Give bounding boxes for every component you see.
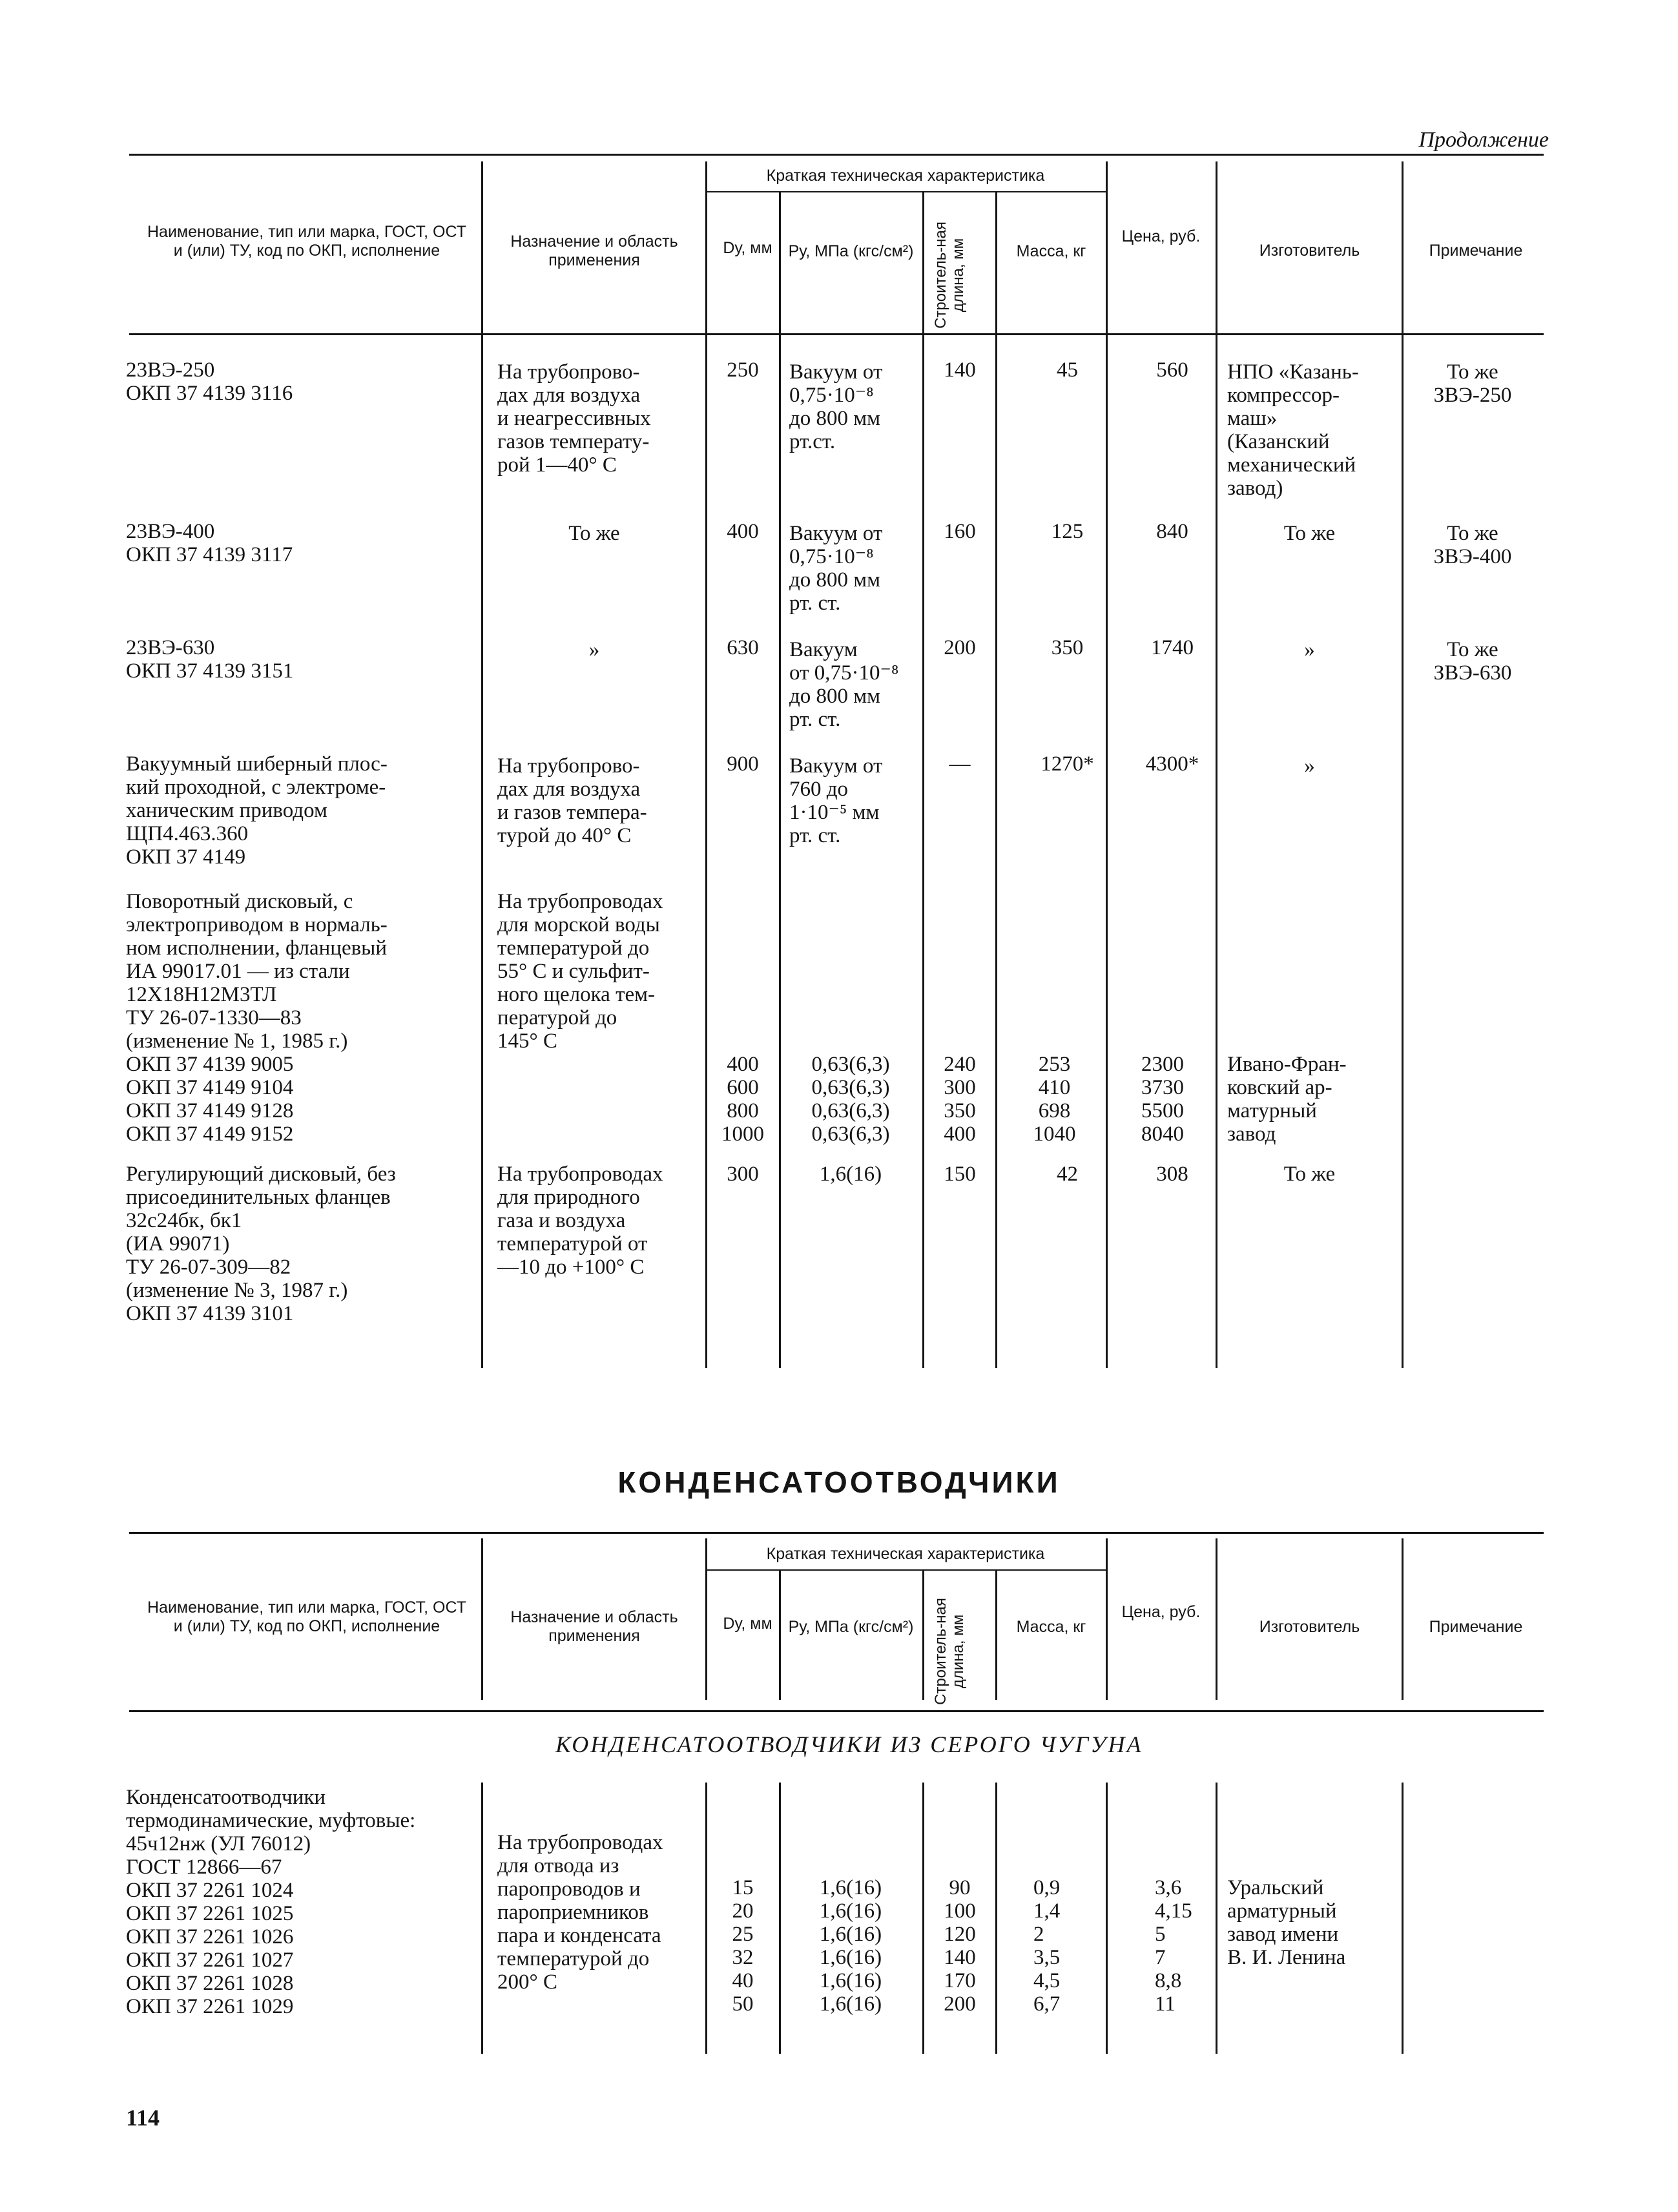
row6-py: 1,6(16) <box>819 1163 882 1186</box>
t2-header-py: Pу, МПа (кгс/см²) <box>788 1618 914 1636</box>
row2-py: Вакуум от 0,75·10⁻⁸ до 800 мм рт. ст. <box>789 522 883 615</box>
row1-py: Вакуум от 0,75·10⁻⁸ до 800 мм рт.ст. <box>789 360 883 453</box>
row4-mass: 1270* <box>1041 752 1094 776</box>
t2-header-note: Примечание <box>1429 1618 1523 1636</box>
row5-py: 0,63(6,3) 0,63(6,3) 0,63(6,3) 0,63(6,3) <box>811 1053 890 1146</box>
row3-maker: » <box>1304 638 1315 661</box>
header-purpose: Назначение и область применения <box>510 233 678 269</box>
subsection-title: КОНДЕНСАТООТВОДЧИКИ ИЗ СЕРОГО ЧУГУНА <box>555 1731 1143 1757</box>
header-mass: Масса, кг <box>1016 242 1086 260</box>
row2-name: 23ВЭ-400 ОКП 37 4139 3117 <box>126 520 293 566</box>
header-maker: Изготовитель <box>1259 242 1360 260</box>
row6-maker: То же <box>1283 1163 1336 1186</box>
row1-mass: 45 <box>1057 358 1078 382</box>
row4-len: — <box>949 752 971 776</box>
row5-purpose: На трубопроводах для морской воды температурой до 55° С и сульфит- ного щелока тем- пературой до 145° С <box>497 890 663 1053</box>
t2-py: 1,6(16) 1,6(16) 1,6(16) 1,6(16) 1,6(16) 1,6(16) <box>819 1876 882 2016</box>
row5-dy: 400 600 800 1000 <box>721 1053 764 1146</box>
row2-price: 840 <box>1156 520 1188 543</box>
row6-dy: 300 <box>727 1163 759 1186</box>
t2-dy: 15 20 25 32 40 50 <box>732 1876 754 2016</box>
t2-header-tech: Краткая техническая характеристика <box>766 1545 1045 1563</box>
t2-header-length: Строитель-ная длина, мм <box>932 1598 967 1705</box>
t2-name: Конденсатоотводчики термодинамические, муфтовые: 45ч12нж (УЛ 76012) ГОСТ 12866—67 ОКП 37 2261 1024 ОКП 37 2261 1025 ОКП 37 2261 1026 ОКП 37 2261 1027 ОКП 37 2261 1028 ОКП 37 2261 1029 <box>126 1786 416 2018</box>
row2-maker: То же <box>1283 522 1336 545</box>
row1-note: То же ЗВЭ-250 <box>1433 360 1512 407</box>
header-length: Строитель-ная длина, мм <box>932 222 967 329</box>
header-py: Pу, МПа (кгс/см²) <box>788 242 914 260</box>
row2-note: То же ЗВЭ-400 <box>1433 522 1512 568</box>
t2-header-maker: Изготовитель <box>1259 1618 1360 1636</box>
t2-header-purpose: Назначение и область применения <box>510 1608 678 1645</box>
row5-maker: Ивано-Фран- ковский ар- матурный завод <box>1227 1053 1347 1146</box>
row4-py: Вакуум от 760 до 1·10⁻⁵ мм рт. ст. <box>789 754 883 847</box>
row6-mass: 42 <box>1057 1163 1078 1186</box>
row4-name: Вакуумный шиберный плос- кий проходной, с электроме- ханическим приводом ЩП4.463.360 ОКП 37 4149 <box>126 752 388 869</box>
row6-len: 150 <box>944 1163 976 1186</box>
row2-purpose: То же <box>568 522 620 545</box>
header-price: Цена, руб. <box>1121 227 1201 245</box>
header-note: Примечание <box>1429 242 1523 260</box>
row1-purpose: На трубопрово- дах для воздуха и неагрессивных газов температу- рой 1—40° С <box>497 360 651 477</box>
row3-purpose: » <box>588 638 600 661</box>
row3-note: То же ЗВЭ-630 <box>1433 638 1512 685</box>
row2-dy: 400 <box>727 520 759 543</box>
row4-purpose: На трубопрово- дах для воздуха и газов темпера- турой до 40° С <box>497 754 647 847</box>
row1-len: 140 <box>944 358 976 382</box>
row3-price: 1740 <box>1151 636 1194 659</box>
row3-dy: 630 <box>727 636 759 659</box>
header-dy: Dу, мм <box>723 239 772 257</box>
page-number: 114 <box>126 2105 160 2131</box>
t2-price: 3,6 4,15 5 7 8,8 11 <box>1155 1876 1192 2016</box>
header-tech: Краткая техническая характеристика <box>766 167 1045 185</box>
row3-len: 200 <box>944 636 976 659</box>
row6-price: 308 <box>1156 1163 1188 1186</box>
row1-dy: 250 <box>727 358 759 382</box>
row3-mass: 350 <box>1051 636 1084 659</box>
row2-len: 160 <box>944 520 976 543</box>
row5-name: Поворотный дисковый, с электроприводом в нормаль- ном исполнении, фланцевый ИА 99017.01 — из стали 12Х18Н12М3ТЛ ТУ 26-07-1330—83 (изменение № 1, 1985 г.) ОКП 37 4139 9005 ОКП 37 4149 9104 ОКП 37 4149 9128 ОКП 37 4149 9152 <box>126 890 388 1146</box>
t2-header-price: Цена, руб. <box>1121 1603 1201 1621</box>
t2-purpose: На трубопроводах для отвода из паропроводов и пароприемников пара и конденсата температурой до 200° С <box>497 1831 663 1994</box>
row2-mass: 125 <box>1051 520 1084 543</box>
row6-name: Регулирующий дисковый, без присоединительных фланцев 32с24бк, бк1 (ИА 99071) ТУ 26-07-309—82 (изменение № 3, 1987 г.) ОКП 37 4139 3101 <box>126 1163 396 1325</box>
t2-header-name: Наименование, тип или марка, ГОСТ, ОСТ и (или) ТУ, код по ОКП, исполнение <box>147 1598 466 1635</box>
row5-len: 240 300 350 400 <box>944 1053 976 1146</box>
row5-price: 2300 3730 5500 8040 <box>1141 1053 1184 1146</box>
row3-name: 23ВЭ-630 ОКП 37 4139 3151 <box>126 636 294 683</box>
section-title: КОНДЕНСАТООТВОДЧИКИ <box>617 1465 1061 1499</box>
header-name: Наименование, тип или марка, ГОСТ, ОСТ и (или) ТУ, код по ОКП, исполнение <box>147 223 466 260</box>
continuation-label: Продолжение <box>1418 128 1549 152</box>
row1-maker: НПО «Казань- компрессор- маш» (Казанский механический завод) <box>1227 360 1359 500</box>
t2-maker: Уральский арматурный завод имени В. И. Ленина <box>1227 1876 1346 1969</box>
row4-price: 4300* <box>1145 752 1199 776</box>
t2-len: 90 100 120 140 170 200 <box>944 1876 976 2016</box>
row1-name: 23ВЭ-250 ОКП 37 4139 3116 <box>126 358 293 405</box>
row4-maker: » <box>1304 754 1315 778</box>
t2-header-mass: Масса, кг <box>1016 1618 1086 1636</box>
row3-py: Вакуум от 0,75·10⁻⁸ до 800 мм рт. ст. <box>789 638 899 731</box>
row6-purpose: На трубопроводах для природного газа и воздуха температурой от —10 до +100° С <box>497 1163 663 1279</box>
row4-dy: 900 <box>727 752 759 776</box>
t2-mass: 0,9 1,4 2 3,5 4,5 6,7 <box>1033 1876 1061 2016</box>
row5-mass: 253 410 698 1040 <box>1033 1053 1076 1146</box>
row1-price: 560 <box>1156 358 1188 382</box>
t2-header-dy: Dу, мм <box>723 1615 772 1633</box>
